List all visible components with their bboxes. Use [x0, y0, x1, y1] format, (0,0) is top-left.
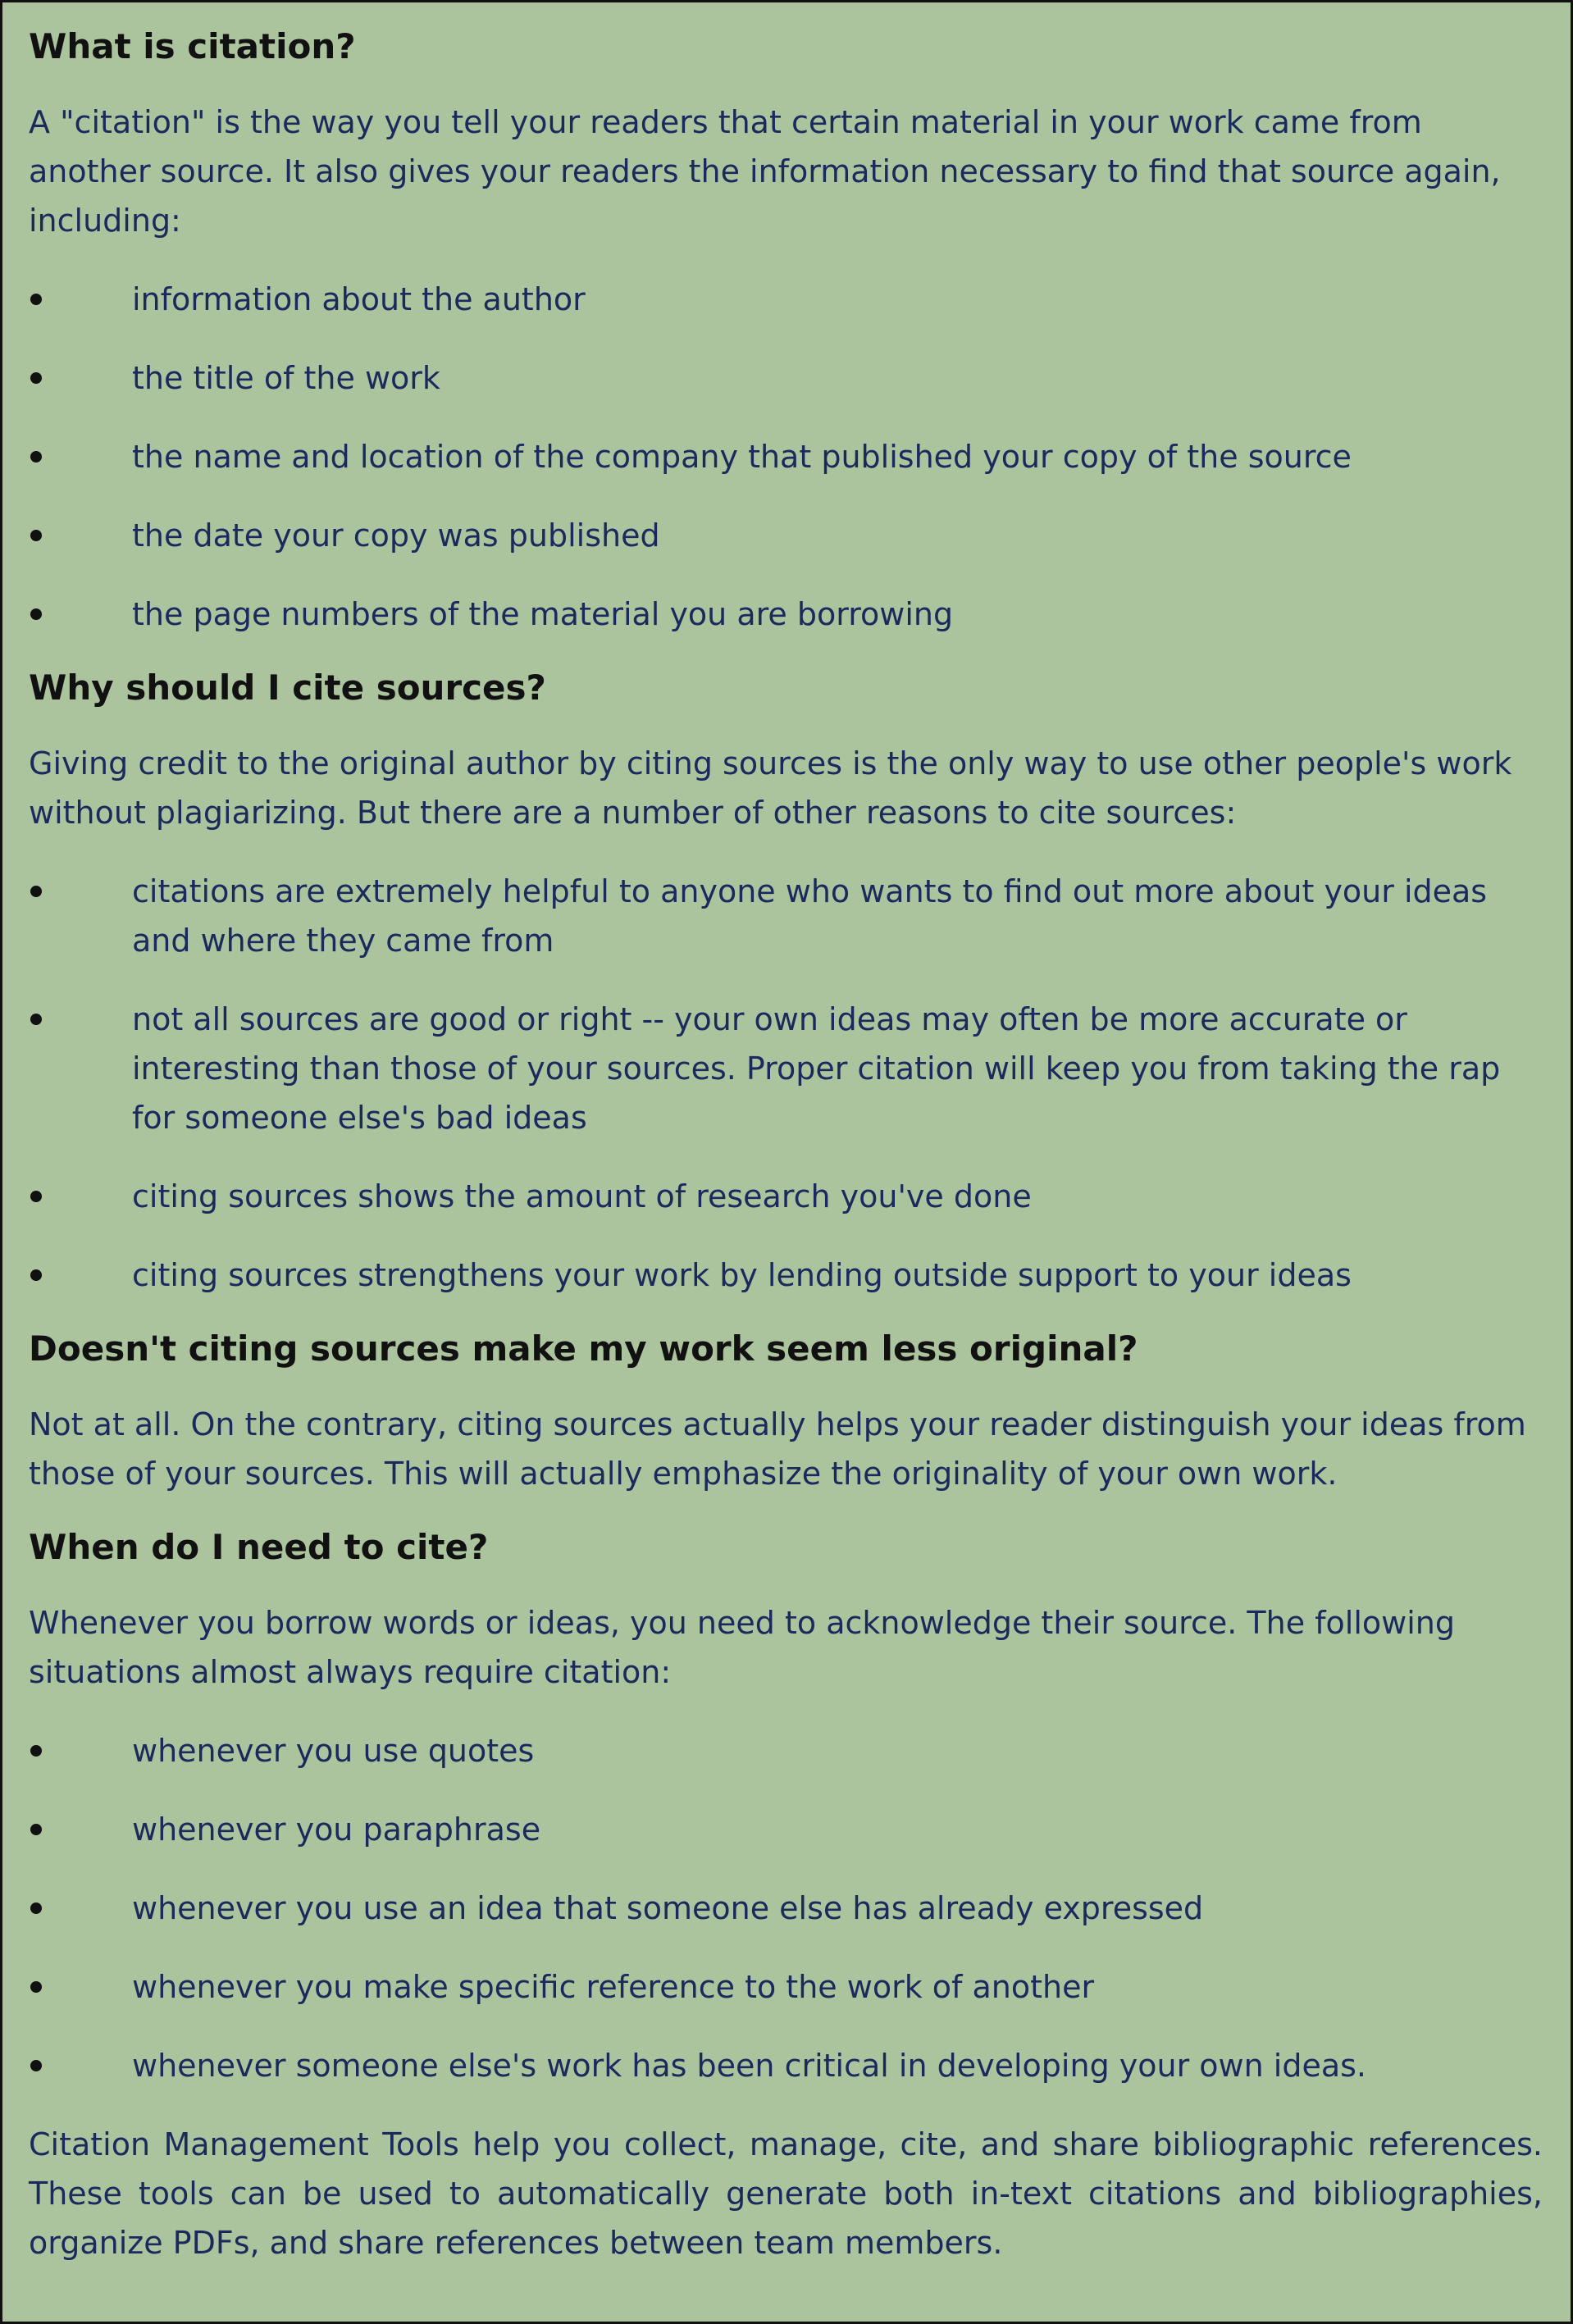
list-item-text: the title of the work	[132, 360, 440, 396]
section-originality	[29, 1321, 1543, 1498]
list-item-text: whenever you make specific reference to the work of another	[132, 1969, 1095, 2005]
list-item	[29, 1884, 1543, 1933]
section-intro: Whenever you borrow words or ideas, you need to acknowledge their source. The following situations almost always require citation:	[29, 1605, 1455, 1690]
list-item-text: whenever someone else's work has been critical in developing your own ideas.	[132, 2048, 1367, 2084]
list-item-text: whenever you use an idea that someone else has already expressed	[132, 1890, 1204, 1926]
list-item-text: not all sources are good or right -- your own ideas may often be more accurate or interesting than those of your sources. Proper citation will keep you from taking the rap for someone else's bad ideas	[132, 1001, 1501, 1136]
bullet-icon	[30, 995, 50, 1044]
bullet-icon	[30, 511, 50, 560]
section-intro: Not at all. On the contrary, citing sources actually helps your reader distinguish your ideas from those of your sources. This will actually emphasize the originality of your own work.	[29, 1406, 1526, 1492]
bullet-icon	[30, 1172, 50, 1221]
bullet-icon	[30, 1251, 50, 1300]
list-item	[29, 995, 1543, 1142]
section-heading: When do I need to cite?	[29, 1527, 489, 1567]
list-item-text: the page numbers of the material you are borrowing	[132, 596, 954, 632]
bullet-icon	[30, 353, 50, 403]
section-intro: Giving credit to the original author by citing sources is the only way to use other people's work without plagiarizing. But there are a number of other reasons to cite sources:	[29, 745, 1512, 831]
bullet-icon	[30, 275, 50, 324]
list-item-text: whenever you paraphrase	[132, 1811, 541, 1848]
section-why-cite	[29, 660, 1543, 1300]
bullet-icon	[30, 1884, 50, 1933]
list-item	[29, 590, 1543, 639]
section-intro: A "citation" is the way you tell your readers that certain material in your work came from another source. It also gives your readers the information necessary to find that source again, including:	[29, 104, 1501, 239]
list-item-text: citations are extremely helpful to anyone who wants to find out more about your ideas and where they came from	[132, 873, 1488, 959]
section-heading: Doesn't citing sources make my work seem less original?	[29, 1328, 1138, 1369]
list-item	[29, 1172, 1543, 1221]
list-item	[29, 1251, 1543, 1300]
closing-paragraph: Citation Management Tools help you collect, manage, cite, and share bibliographic references. These tools can be used to automatically generate both in-text citations and bibliographies, organize PDFs, and share references between team members.	[29, 2126, 1543, 2261]
list-item	[29, 867, 1543, 965]
section-heading: What is citation?	[29, 26, 356, 66]
section-when-to-cite	[29, 1520, 1543, 2090]
list-item-text: the name and location of the company that published your copy of the source	[132, 439, 1352, 475]
bullet-icon	[30, 432, 50, 481]
list-item	[29, 432, 1543, 481]
list-item	[29, 275, 1543, 324]
bullet-icon	[30, 1726, 50, 1775]
section-what-is-citation	[29, 19, 1543, 639]
list-item	[29, 511, 1543, 560]
list-item	[29, 353, 1543, 403]
list-item	[29, 1805, 1543, 1854]
list-item-text: information about the author	[132, 281, 586, 317]
bullet-list	[29, 1726, 1543, 2090]
list-item-text: citing sources strengthens your work by lending outside support to your ideas	[132, 1257, 1352, 1293]
list-item	[29, 1726, 1543, 1775]
bullet-icon	[30, 1962, 50, 2012]
list-item	[29, 1962, 1543, 2012]
bullet-list	[29, 275, 1543, 639]
bullet-icon	[30, 2041, 50, 2090]
list-item-text: citing sources shows the amount of research you've done	[132, 1178, 1032, 1214]
section-heading: Why should I cite sources?	[29, 668, 546, 708]
list-item-text: whenever you use quotes	[132, 1733, 535, 1769]
bullet-icon	[30, 1805, 50, 1854]
list-item	[29, 2041, 1543, 2090]
list-item-text: the date your copy was published	[132, 517, 660, 554]
bullet-icon	[30, 590, 50, 639]
bullet-list	[29, 867, 1543, 1300]
bullet-icon	[30, 867, 50, 916]
